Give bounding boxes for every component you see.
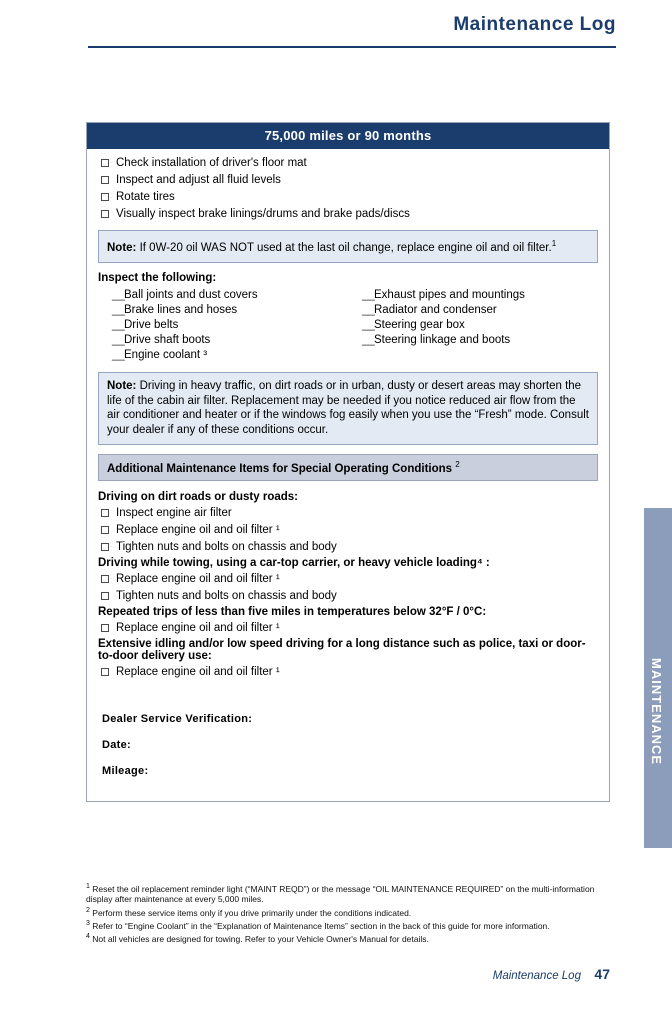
checklist-item[interactable] [98, 665, 598, 679]
checkbox-icon[interactable] [101, 210, 109, 218]
note-text: Driving in heavy traffic, on dirt roads or in urban, dusty or desert areas may shorten the life of the cabin air filter. Replacement may be needed if you notice reduced air flow from the air conditioner and heater or if the windows fog easily when you use the “Fresh” mode. Consult your dealer if any of these conditions occur. [107, 380, 589, 436]
checklist-item[interactable] [98, 173, 598, 187]
blank-line-icon: __ [112, 334, 125, 347]
condition-group-heading: Driving while towing, using a car-top carrier, or heavy vehicle loading⁴ : [98, 557, 490, 570]
inspect-item-label: Drive shaft boots [124, 334, 211, 347]
checkbox-icon[interactable] [101, 193, 109, 201]
inspect-item-label: Ball joints and dust covers [124, 289, 258, 302]
checklist-item-label: Replace engine oil and oil filter ¹ [116, 524, 280, 537]
blank-line-icon: __ [362, 289, 375, 302]
maintenance-interval-box [86, 122, 610, 802]
inspect-heading: Inspect the following: [98, 272, 217, 285]
footnote-4: $^4$ Not all vehicles are designed for towing. Refer to your Vehicle Owner's Manual for details. [86, 933, 429, 945]
inspect-item-label: Exhaust pipes and mountings [374, 289, 525, 302]
note-footnote-ref: 1 [551, 239, 557, 248]
page-title: Maintenance Log [453, 14, 616, 35]
inspect-item-label: Radiator and condenser [374, 304, 497, 317]
checklist-item[interactable] [98, 540, 598, 554]
inspect-list-right [348, 288, 598, 363]
dealer-date-label[interactable]: Date: [102, 739, 132, 752]
footnotes [86, 882, 610, 946]
condition-group-heading: Repeated trips of less than five miles in temperatures below 32°F / 0°C: [98, 606, 487, 619]
condition-group [98, 491, 598, 554]
footnote-text: Reset the oil replacement reminder light (“MAINT REQD”) or the message “OIL MAINTENANCE REQUIRED” on the multi-information display after maintenance at every 5,000 miles. [86, 883, 595, 905]
inspect-item [362, 333, 598, 348]
blank-line-icon: __ [112, 319, 125, 332]
special-conditions-band [98, 454, 598, 481]
checklist-item-label: Tighten nuts and bolts on chassis and body [116, 541, 337, 554]
footer-section-name: Maintenance Log [492, 970, 581, 982]
checklist-item-label: Inspect and adjust all fluid levels [116, 174, 281, 186]
inspect-list-left [98, 288, 348, 363]
condition-group-heading: Extensive idling and/or low speed driving for a long distance such as police, taxi or door-to-door delivery use: [98, 638, 586, 663]
section-side-tab-label: MAINTENANCE [649, 658, 664, 766]
interval-body [87, 149, 609, 801]
special-conditions-title: Additional Maintenance Items for Special Operating Conditions [107, 463, 453, 476]
footnote-2: $^2$ Perform these service items only if you drive primarily under the conditions indicated. [86, 906, 412, 918]
condition-group-heading: Driving on dirt roads or dusty roads: [98, 491, 298, 504]
main-checklist [98, 156, 598, 221]
special-conditions-footnote-ref: 2 [455, 460, 460, 470]
page-footer [86, 966, 610, 984]
checklist-item[interactable] [98, 207, 598, 221]
checklist-item[interactable] [98, 572, 598, 586]
footnote-1: $^1$ Reset the oil replacement reminder light (“MAINT REQD”) or the message “OIL MAINTENANCE REQUIRED” on the multi-information display after maintenance at every 5,000 miles. [86, 883, 595, 905]
checkbox-icon[interactable] [101, 668, 109, 676]
header-divider [88, 46, 616, 48]
inspect-item-label: Drive belts [124, 319, 179, 332]
condition-group [98, 606, 598, 635]
page-header [0, 0, 672, 52]
footnote-3: $^3$ Refer to “Engine Coolant” in the “Explanation of Maintenance Items” section in the back of this guide for more information. [86, 920, 550, 931]
checkbox-icon[interactable] [101, 526, 109, 534]
blank-line-icon: __ [362, 304, 375, 317]
checkbox-icon[interactable] [101, 159, 109, 167]
inspect-item-label: Steering gear box [374, 319, 465, 332]
inspect-item [112, 348, 348, 363]
blank-line-icon: __ [362, 319, 375, 332]
blank-line-icon: __ [112, 289, 125, 302]
condition-group [98, 557, 598, 603]
blank-line-icon: __ [112, 349, 125, 362]
checkbox-icon[interactable] [101, 543, 109, 551]
inspect-item-label: Engine coolant ³ [124, 349, 208, 362]
inspect-item [362, 303, 598, 318]
checklist-item-label: Check installation of driver's floor mat [116, 157, 307, 169]
checklist-item-label: Rotate tires [116, 191, 175, 203]
inspect-item-label: Brake lines and hoses [124, 304, 238, 317]
inspect-item [112, 288, 348, 303]
checklist-item-label: Replace engine oil and oil filter ¹ [116, 622, 280, 635]
checkbox-icon[interactable] [101, 509, 109, 517]
checklist-item[interactable] [98, 506, 598, 520]
checklist-item-label: Inspect engine air filter [116, 507, 232, 520]
note-label: Note: [107, 380, 137, 393]
inspect-item [112, 333, 348, 348]
condition-group [98, 638, 598, 679]
checklist-item[interactable] [98, 589, 598, 603]
checkbox-icon[interactable] [101, 575, 109, 583]
note-text: If 0W-20 oil WAS NOT used at the last oil change, replace engine oil and oil filter. [139, 241, 552, 254]
checklist-item-label: Tighten nuts and bolts on chassis and body [116, 590, 337, 603]
inspect-item [362, 288, 598, 303]
dealer-service-verification [98, 713, 598, 777]
checklist-item-label: Replace engine oil and oil filter ¹ [116, 666, 280, 679]
blank-line-icon: __ [362, 334, 375, 347]
checklist-item[interactable] [98, 621, 598, 635]
inspect-item [362, 318, 598, 333]
inspect-item-label: Steering linkage and boots [374, 334, 511, 347]
footnote-text: Not all vehicles are designed for towing. Refer to your Vehicle Owner's Manual for details. [92, 934, 429, 945]
checklist-item-label: Visually inspect brake linings/drums and brake pads/discs [116, 208, 410, 220]
page-number: 47 [594, 966, 610, 982]
checklist-item[interactable] [98, 190, 598, 204]
note-cabin-air-filter [98, 372, 598, 445]
dealer-verification-label: Dealer Service Verification: [102, 713, 253, 726]
checklist-item[interactable] [98, 523, 598, 537]
inspect-list [98, 288, 598, 363]
inspect-item [112, 303, 348, 318]
checklist-item[interactable] [98, 156, 598, 170]
interval-title: 75,000 miles or 90 months [87, 123, 609, 149]
checkbox-icon[interactable] [101, 176, 109, 184]
checkbox-icon[interactable] [101, 624, 109, 632]
note-oil [98, 230, 598, 263]
footnote-text: Refer to “Engine Coolant” in the “Explanation of Maintenance Items” section in the back of this guide for more information. [92, 920, 550, 931]
section-side-tab [644, 508, 672, 848]
blank-line-icon: __ [112, 304, 125, 317]
note-label: Note: [107, 241, 137, 254]
inspect-item [112, 318, 348, 333]
checkbox-icon[interactable] [101, 592, 109, 600]
dealer-mileage-label[interactable]: Mileage: [102, 765, 149, 778]
checklist-item-label: Replace engine oil and oil filter ¹ [116, 573, 280, 586]
footnote-text: Perform these service items only if you drive primarily under the conditions indicated. [92, 907, 412, 918]
